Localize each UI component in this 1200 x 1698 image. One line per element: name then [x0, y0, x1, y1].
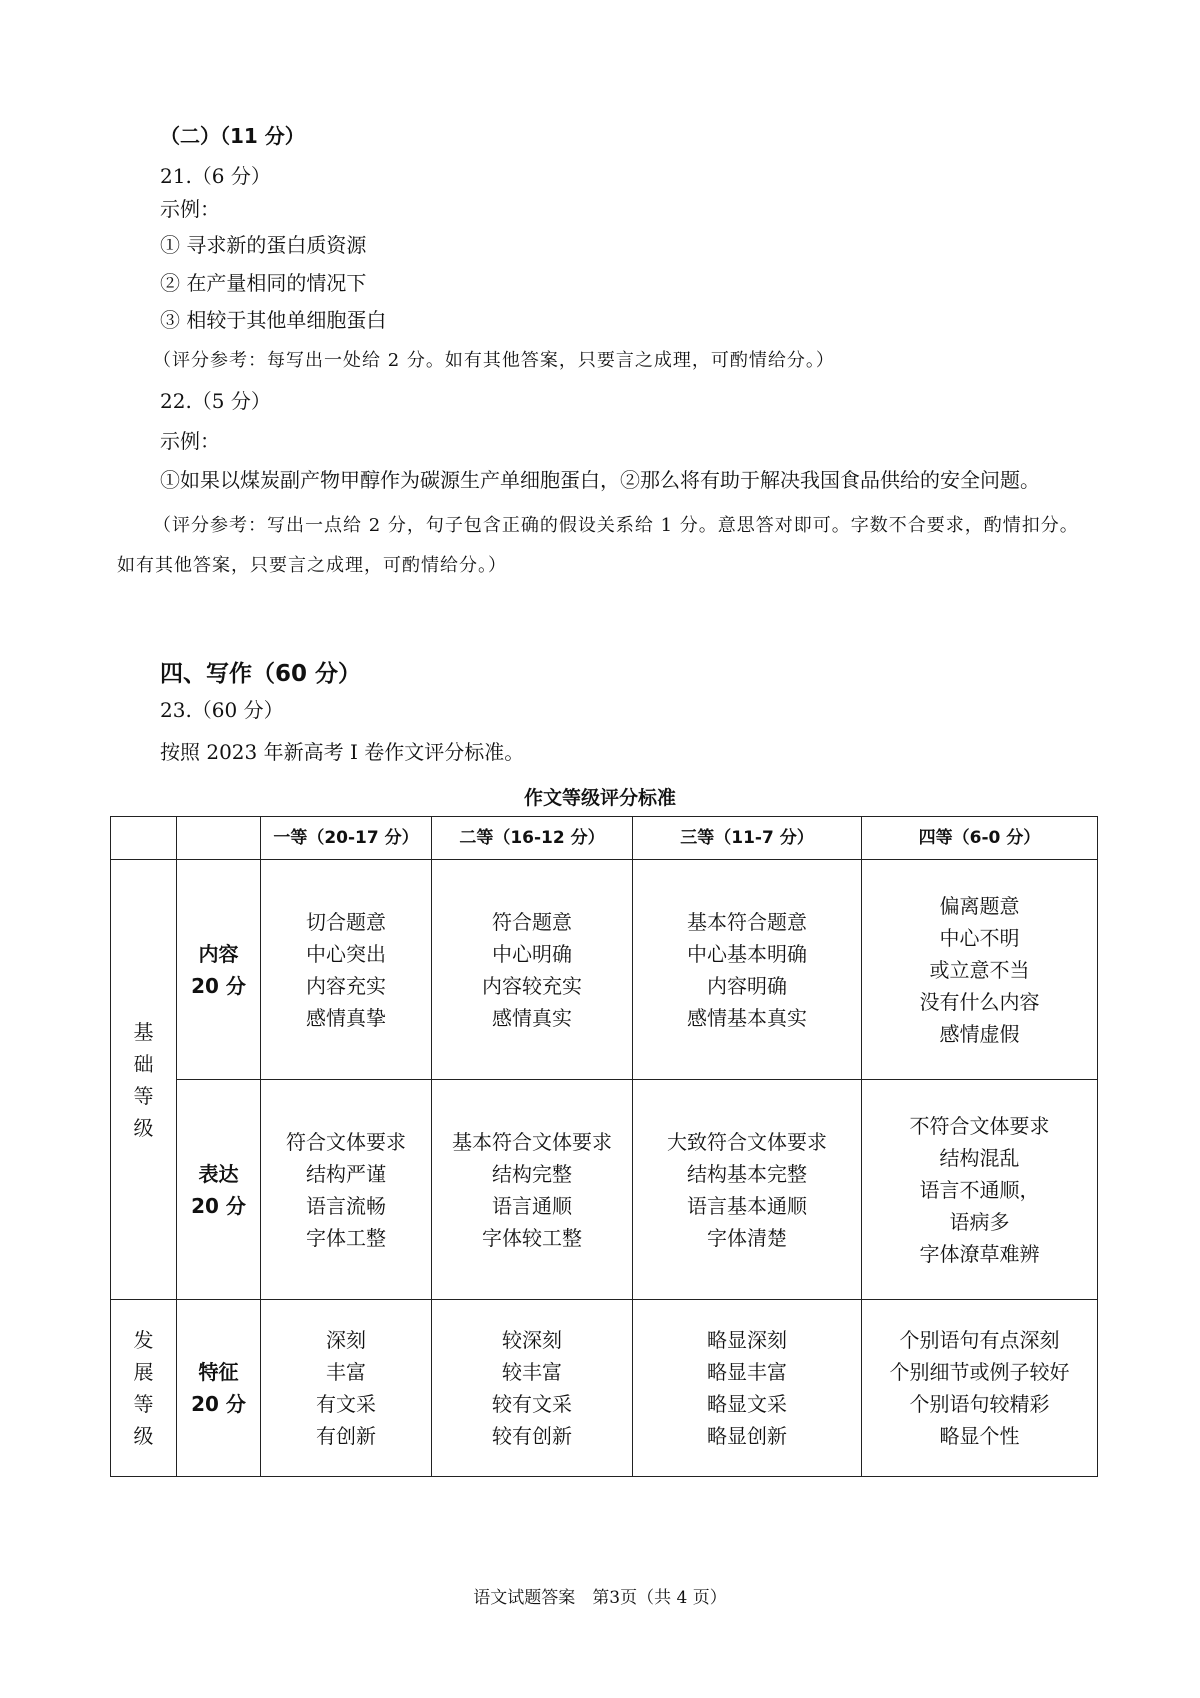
feature-grade-3: 略显深刻 略显丰富 略显文采 略显创新 — [633, 1300, 862, 1477]
section2-title: （二）（11 分） — [160, 124, 305, 148]
q21-example-label: 示例： — [160, 197, 220, 221]
expression-grade-1: 符合文体要求 结构严谨 语言流畅 字体工整 — [261, 1080, 432, 1300]
table-row — [111, 1080, 1098, 1300]
header-blank-1 — [111, 817, 177, 860]
page-footer: 语文试题答案 第3页（共 4 页） — [473, 1588, 727, 1608]
q22-label: 22.（5 分） — [160, 389, 271, 413]
content-grade-1: 切合题意 中心突出 内容充实 感情真挚 — [261, 860, 432, 1080]
q23-text: 按照 2023 年新高考 I 卷作文评分标准。 — [160, 740, 525, 764]
section4-title: 四、写作（60 分） — [160, 661, 362, 687]
category-development: 发 展 等 级 — [111, 1300, 177, 1477]
feature-grade-2: 较深刻 较丰富 较有文采 较有创新 — [432, 1300, 633, 1477]
feature-grade-4: 个别语句有点深刻 个别细节或例子较好 个别语句较精彩 略显个性 — [862, 1300, 1098, 1477]
sub-content: 内容 20 分 — [177, 860, 261, 1080]
q21-answer-1: ① 寻求新的蛋白质资源 — [160, 233, 367, 257]
q23-label: 23.（60 分） — [160, 698, 284, 722]
sub-expression: 表达 20 分 — [177, 1080, 261, 1300]
header-grade-2: 二等（16-12 分） — [432, 817, 633, 860]
content-grade-2: 符合题意 中心明确 内容较充实 感情真实 — [432, 860, 633, 1080]
expression-grade-4: 不符合文体要求 结构混乱 语言不通顺， 语病多 字体潦草难辨 — [862, 1080, 1098, 1300]
q22-scoring-note: （评分参考：写出一点给 2 分，句子包含正确的假设关系给 1 分。意思答对即可。字数不合要求，酌情扣分。如有其他答案，只要言之成理，可酌情给分。） — [117, 515, 1079, 576]
feature-grade-1: 深刻 丰富 有文采 有创新 — [261, 1300, 432, 1477]
table-header-row — [111, 817, 1098, 860]
q21-answer-3: ③ 相较于其他单细胞蛋白 — [160, 308, 387, 332]
expression-grade-2: 基本符合文体要求 结构完整 语言通顺 字体较工整 — [432, 1080, 633, 1300]
table-row — [111, 1300, 1098, 1477]
grading-table — [110, 816, 1098, 1477]
header-blank-2 — [177, 817, 261, 860]
sub-feature: 特征 20 分 — [177, 1300, 261, 1477]
q21-label: 21.（6 分） — [160, 164, 271, 188]
expression-grade-3: 大致符合文体要求 结构基本完整 语言基本通顺 字体清楚 — [633, 1080, 862, 1300]
content-grade-4: 偏离题意 中心不明 或立意不当 没有什么内容 感情虚假 — [862, 860, 1098, 1080]
q21-answer-2: ② 在产量相同的情况下 — [160, 271, 367, 295]
category-basic: 基 础 等 级 — [111, 860, 177, 1300]
content-grade-3: 基本符合题意 中心基本明确 内容明确 感情基本真实 — [633, 860, 862, 1080]
q22-example-label: 示例： — [160, 429, 220, 453]
header-grade-3: 三等（11-7 分） — [633, 817, 862, 860]
header-grade-4: 四等（6-0 分） — [862, 817, 1098, 860]
table-title: 作文等级评分标准 — [523, 787, 676, 809]
q22-answer: ①如果以煤炭副产物甲醇作为碳源生产单细胞蛋白，②那么将有助于解决我国食品供给的安全问题。 — [160, 468, 1040, 492]
table-row — [111, 860, 1098, 1080]
q21-scoring-note: （评分参考：每写出一处给 2 分。如有其他答案，只要言之成理，可酌情给分。） — [153, 350, 835, 371]
header-grade-1: 一等（20-17 分） — [261, 817, 432, 860]
